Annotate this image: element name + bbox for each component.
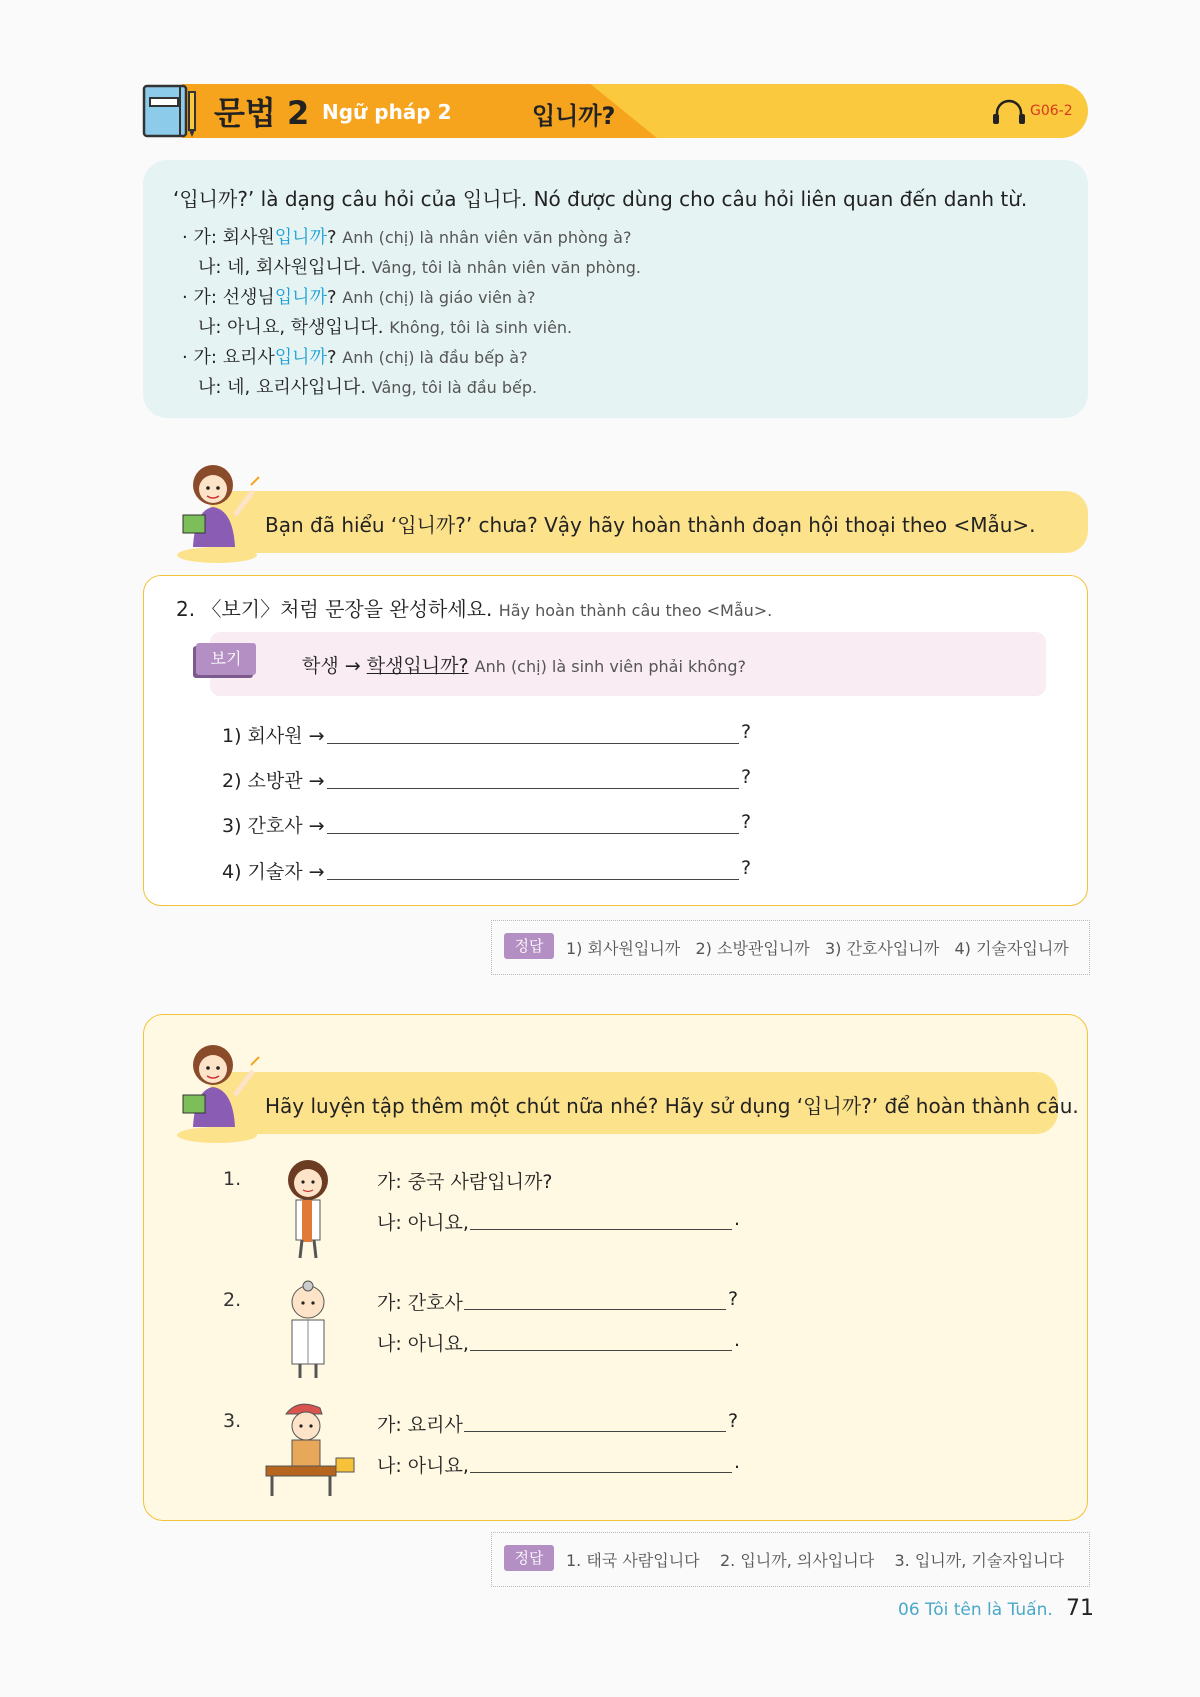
instruction-text: Bạn đã hiểu ‘입니까?’ chưa? Vậy hãy hoàn thành đoạn hội thoại theo <Mẫu>.: [265, 513, 1036, 537]
dialogue-question: 가: 중국 사람입니까?: [377, 1171, 553, 1193]
exercise-title: 2. 〈보기〉처럼 문장을 완성하세요. Hãy hoàn thành câu theo <Mẫu>.: [176, 597, 773, 621]
answer-key-badge: 정답: [504, 1545, 554, 1571]
example-answer: 나: 네, 회사원입니다. Vâng, tôi là nhân viên văn phòng.: [198, 257, 641, 278]
answer-blank[interactable]: [470, 1228, 732, 1230]
practice-number: 3.: [223, 1410, 242, 1432]
dialogue-answer: 나: 아니요,: [377, 1333, 469, 1355]
exercise-item: 1) 회사원 →: [222, 725, 325, 747]
answer-blank[interactable]: [327, 832, 739, 834]
explanation-intro: ‘입니까?’ là dạng câu hỏi của 입니다. Nó được dùng cho câu hỏi liên quan đến danh từ.: [173, 187, 1028, 211]
headphones-icon[interactable]: [992, 99, 1026, 125]
answer-blank[interactable]: [327, 787, 739, 789]
dialogue-answer: 나: 아니요,: [377, 1212, 469, 1234]
section-subtitle: Ngữ pháp 2: [322, 100, 452, 124]
example-answer: 나: 아니요, 학생입니다. Không, tôi là sinh viên.: [198, 317, 573, 338]
answer-key-badge: 정답: [504, 933, 554, 959]
example-answer: 나: 네, 요리사입니다. Vâng, tôi là đầu bếp.: [198, 377, 538, 398]
notebook-pencil-icon: [142, 84, 200, 138]
answer-blank[interactable]: [470, 1349, 732, 1351]
teacher-icon: [175, 455, 265, 565]
woman-scarf-icon: [268, 1152, 348, 1262]
model-badge: 보기: [196, 643, 256, 675]
practice-number: 2.: [223, 1289, 242, 1311]
grammar-point: 입니까?: [532, 102, 616, 130]
teacher-icon: [175, 1035, 265, 1145]
dialogue-answer: 나: 아니요,: [377, 1455, 469, 1477]
section-header: [142, 84, 1088, 138]
answer-blank[interactable]: [327, 878, 739, 880]
sentence-period: .: [734, 1451, 741, 1473]
example-question: · 가: 회사원입니까? Anh (chị) là nhân viên văn phòng à?: [182, 227, 632, 248]
exercise-item: 4) 기술자 →: [222, 861, 325, 883]
answer-blank[interactable]: [327, 742, 739, 744]
exercise-item: 3) 간호사 →: [222, 815, 325, 837]
question-mark: ?: [728, 1410, 739, 1432]
question-mark: ?: [741, 766, 752, 788]
sentence-period: .: [734, 1208, 741, 1230]
exercise-item: 2) 소방관 →: [222, 770, 325, 792]
question-mark: ?: [741, 857, 752, 879]
example-question: · 가: 요리사입니까? Anh (chị) là đầu bếp à?: [182, 347, 528, 368]
answer-blank[interactable]: [464, 1308, 726, 1310]
question-mark: ?: [741, 721, 752, 743]
technician-icon: [258, 1392, 358, 1502]
chapter-footer: 06 Tôi tên là Tuấn.: [898, 1600, 1053, 1620]
practice-number: 1.: [223, 1168, 242, 1190]
instruction-text: Hãy luyện tập thêm một chút nữa nhé? Hãy sử dụng ‘입니까?’ để hoàn thành câu.: [265, 1094, 1079, 1118]
page-number: 71: [1066, 1596, 1094, 1621]
question-mark: ?: [741, 811, 752, 833]
answer-blank[interactable]: [470, 1471, 732, 1473]
answer-key-text: 1) 회사원입니까 2) 소방관입니까 3) 간호사입니까 4) 기술자입니까: [566, 939, 1069, 958]
audio-track-code[interactable]: G06-2: [1030, 103, 1073, 119]
dialogue-question: 가: 요리사: [377, 1414, 463, 1436]
example-question: · 가: 선생님입니까? Anh (chị) là giáo viên à?: [182, 287, 536, 308]
doctor-icon: [268, 1272, 348, 1382]
model-example-text: 학생 → 학생입니까? Anh (chị) là sinh viên phải không?: [302, 655, 746, 677]
dialogue-question: 가: 간호사: [377, 1292, 463, 1314]
sentence-period: .: [734, 1329, 741, 1351]
section-title: 문법 2: [214, 94, 310, 132]
answer-key-text: 1. 태국 사람입니다 2. 입니까, 의사입니다 3. 입니까, 기술자입니다: [566, 1551, 1065, 1570]
question-mark: ?: [728, 1288, 739, 1310]
answer-blank[interactable]: [464, 1430, 726, 1432]
